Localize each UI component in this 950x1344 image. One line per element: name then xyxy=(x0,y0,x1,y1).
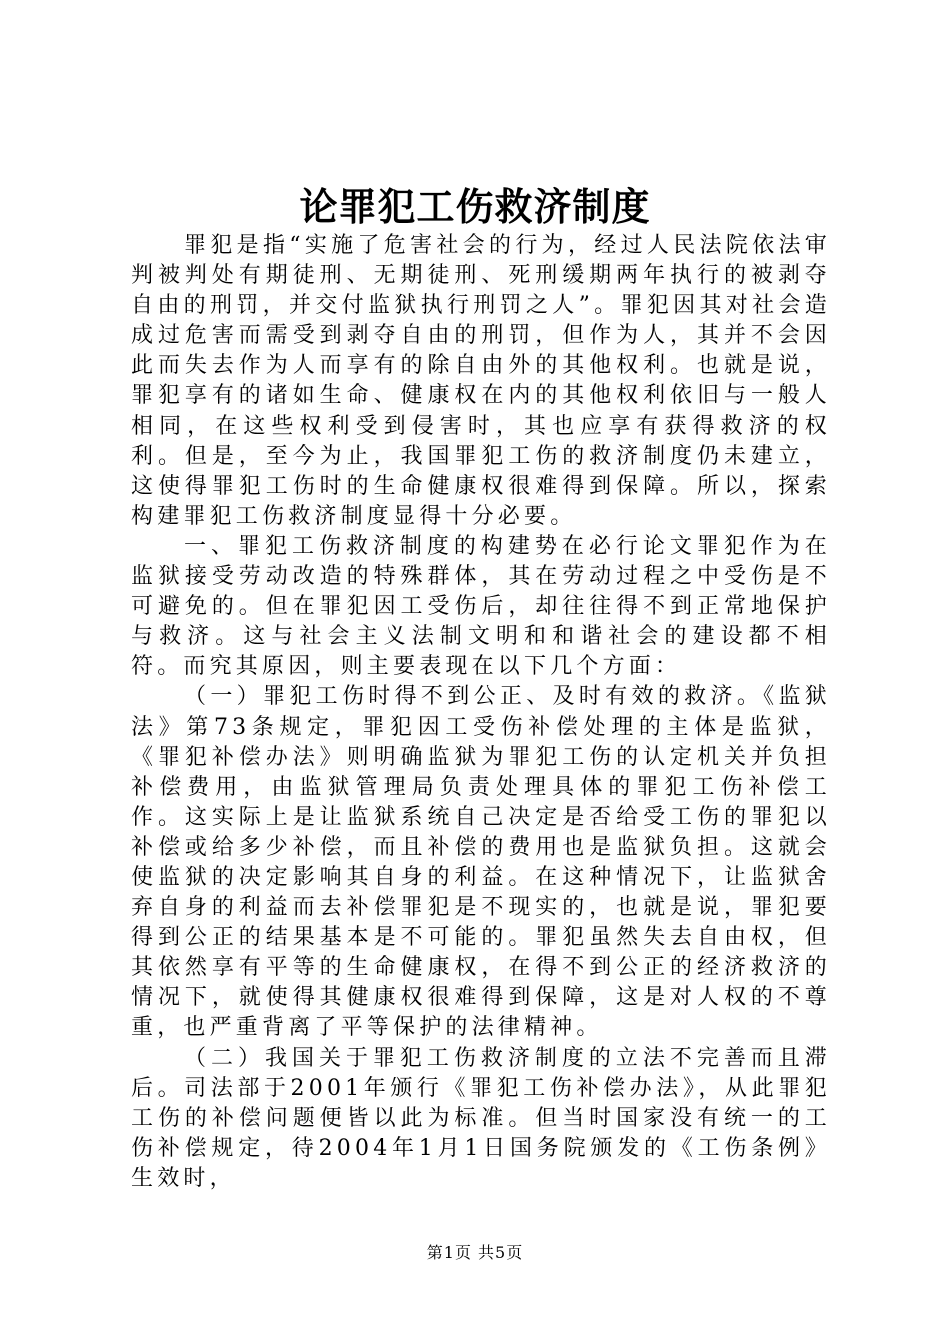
document-title: 论罪犯工伤救济制度 xyxy=(299,184,651,229)
document-body xyxy=(131,231,831,1194)
paragraph-subsection-2: （二）我国关于罪犯工伤救济制度的立法不完善而且滞后。司法部于2001年颁行《罪犯工伤补偿办法》，从此罪犯工伤的补偿问题便皆以此为标准。但当时国家没有统一的工伤补偿规定，待2004年1月1日国务院颁发的《工伤条例》生效时， xyxy=(131,1045,831,1191)
paragraph-intro: 罪犯是指“实施了危害社会的行为，经过人民法院依法审判被判处有期徒刑、无期徒刑、死刑缓期两年执行的被剥夺自由的刑罚，并交付监狱执行刑罚之人”。罪犯因其对社会造成过危害而需受到剥夺自由的刑罚，但作为人，其并不会因此而失去作为人而享有的除自由外的其他权利。也就是说，罪犯享有的诸如生命、健康权在内的其他权利依旧与一般人相同，在这些权利受到侵害时，其也应享有获得救济的权利。但是，至今为止，我国罪犯工伤的救济制度仍未建立，这使得罪犯工伤时的生命健康权很难得到保障。所以，探索构建罪犯工伤救济制度显得十分必要。 xyxy=(131,233,831,529)
paragraph-section-1: 一、罪犯工伤救济制度的构建势在必行论文罪犯作为在监狱接受劳动改造的特殊群体，其在劳动过程之中受伤是不可避免的。但在罪犯因工受伤后，却往往得不到正常地保护与救济。这与社会主义法制文明和和谐社会的建设都不相符。而究其原因，则主要表现在以下几个方面： xyxy=(131,533,831,680)
paragraph-subsection-1: （一）罪犯工伤时得不到公正、及时有效的救济。《监狱法》第73条规定，罪犯因工受伤补偿处理的主体是监狱，《罪犯补偿办法》则明确监狱为罪犯工伤的认定机关并负担补偿费用，由监狱管理局负责处理具体的罪犯工伤补偿工作。这实际上是让监狱系统自己决定是否给受工伤的罪犯以补偿或给多少补偿，而且补偿的费用也是监狱负担。这就会使监狱的决定影响其自身的利益。在这种情况下，让监狱舍弃自身的利益而去补偿罪犯是不现实的，也就是说，罪犯要得到公正的结果基本是不可能的。罪犯虽然失去自由权，但其依然享有平等的生命健康权，在得不到公正的经济救济的情况下，就使得其健康权很难得到保障，这是对人权的不尊重，也严重背离了平等保护的法律精神。 xyxy=(131,684,831,1041)
page-number-footer: 第1页 共5页 xyxy=(426,1243,524,1262)
